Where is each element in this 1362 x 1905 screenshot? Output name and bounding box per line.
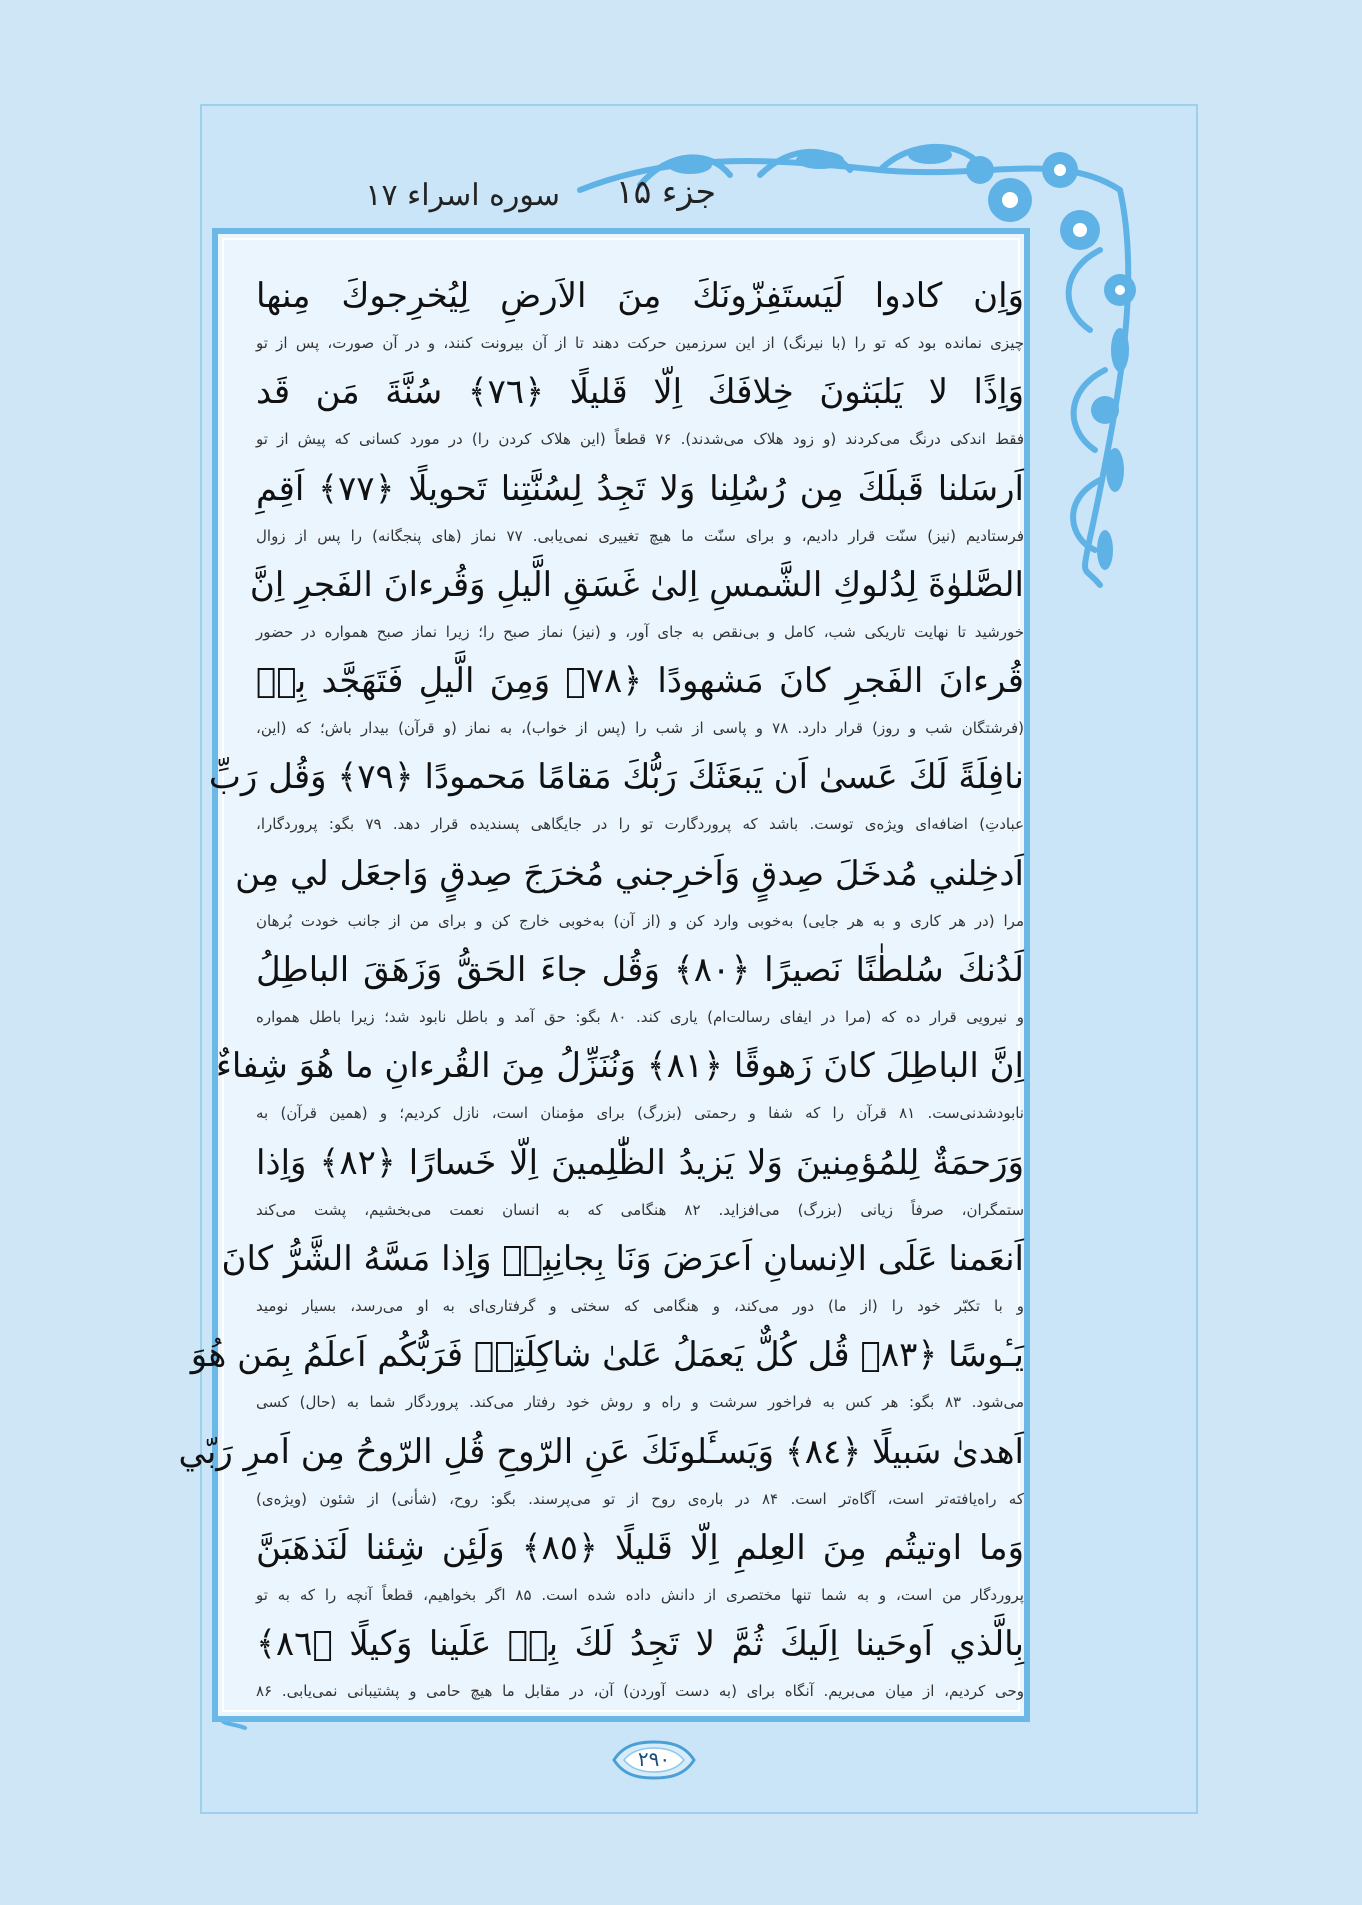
verse-text-block xyxy=(178,262,1030,1707)
arabic-line: اَهدىٰ سَبيلًا ﴿٨٤﴾ وَيَسـَٔلونَكَ عَنِ الرّوحِ قُلِ الرّوحُ مِن اَمرِ رَبّي xyxy=(178,1431,1024,1472)
translation-line: و با تکبّر خود را (از ما) دور می‌کند، و هنگامی که سختی و گرفتاری‌ای به او می‌رسد، بسیار نومید xyxy=(256,1296,1024,1315)
translation-line: مرا (در هر کاری و به هر جایی) به‌خوبی وارد کن و (از آن) به‌خوبی خارج کن و برای من از جانب خودت بُرهان xyxy=(256,911,1024,930)
verse-line xyxy=(256,358,1024,454)
arabic-line: لَدُنكَ سُلطٰنًا نَصيرًا ﴿٨٠﴾ وَقُل جاءَ الحَقُّ وَزَهَقَ الباطِلُ xyxy=(256,950,1024,991)
translation-line: عبادتِ) اضافه‌ای ویژه‌ی توست. باشد که پروردگارت تو را در جایگاهی پسندیده قرار دهد. ۷۹ بگو: پروردگارا، xyxy=(256,815,1024,834)
translation-line: فقط اندکی درنگ می‌کردند (و زود هلاک می‌شدند). ۷۶ قطعاً (این هلاک کردن را) در مورد کسانی که پیش از تو xyxy=(256,430,1024,449)
verse-line xyxy=(249,551,1024,647)
verse-line xyxy=(256,1610,1024,1706)
translation-line: نابودشدنی‌ست. ۸۱ قرآن را که شفا و رحمتی (بزرگ) برای مؤمنان است، نازل کردیم؛ و (همین قرآن) به xyxy=(256,1104,1024,1123)
arabic-line: بِالَّذي اَوحَينا اِلَيكَ ثُمَّ لا تَجِدُ لَكَ بِهٖ عَلَينا وَكيلًا ﴿٨٦﴾ xyxy=(256,1624,1024,1665)
verse-line xyxy=(256,262,1024,358)
arabic-line: اَنعَمنا عَلَى الاِنسانِ اَعرَضَ وَنَا بِجانِبِهٖ وَاِذا مَسَّهُ الشَّرُّ كانَ xyxy=(221,1238,1024,1279)
translation-line: فرستادیم (نیز) سنّت قرار دادیم، و برای سنّت ما هیچ تغییری نمی‌یابی. ۷۷ نماز (های پنجگانه) را پس از زوال xyxy=(256,526,1025,545)
arabic-line: الصَّلوٰةَ لِدُلوكِ الشَّمسِ اِلىٰ غَسَقِ الَّيلِ وَقُرءانَ الفَجرِ اِنَّ xyxy=(249,564,1024,605)
verse-line xyxy=(208,743,1024,839)
translation-line: و نیرویی قرار ده که (مرا در ایفای رسالت‌ام) یاری کند. ۸۰ بگو: حق آمد و باطل نابود شد؛ زیرا باطل همواره xyxy=(256,1008,1024,1027)
translation-line: ستمگران، صرفاً زیانی (بزرگ) می‌افزاید. ۸۲ هنگامی که به انسان نعمت می‌بخشیم، پشت می‌کند xyxy=(256,1200,1025,1219)
page-header xyxy=(0,172,1362,220)
verse-line xyxy=(190,1321,1024,1417)
translation-line: وحی کردیم، از میان می‌بریم. آنگاه برای (به دست آوردن) آن، در مقابل ما هیچ حامی و پشتیبانی نمی‌یابی. ۸۶ xyxy=(256,1682,1024,1701)
verse-line xyxy=(256,936,1024,1032)
verse-line xyxy=(256,455,1024,551)
verse-line xyxy=(256,1129,1024,1225)
surah-label: سوره اسراء ۱۷ xyxy=(365,178,560,213)
translation-line: خورشید تا نهایت تاریکی شب، کامل و بی‌نقص به جای آور، و (نیز) نماز صبح را؛ زیرا نماز صبح همواره در حضور xyxy=(256,622,1024,641)
verse-line xyxy=(221,1225,1024,1321)
arabic-line: اَرسَلنا قَبلَكَ مِن رُسُلِنا وَلا تَجِدُ لِسُنَّتِنا تَحويلًا ﴿٧٧﴾ اَقِمِ xyxy=(256,468,1024,509)
arabic-line: يَـٔوسًا ﴿٨٣﴾ قُل كُلٌّ يَعمَلُ عَلىٰ شاكِلَتِهٖ فَرَبُّكُم اَعلَمُ بِمَن هُوَ xyxy=(190,1335,1024,1376)
verse-line xyxy=(215,1032,1024,1128)
arabic-line: قُرءانَ الفَجرِ كانَ مَشهودًا ﴿٧٨﴾ وَمِنَ الَّيلِ فَتَهَجَّد بِهٖ xyxy=(256,661,1024,702)
translation-line: پروردگار من است، و به شما تنها مختصری از دانش داده شده است. ۸۵ اگر بخواهیم، قطعاً آنچه را که به تو xyxy=(256,1585,1024,1604)
translation-line: (فرشتگان شب و روز) قرار دارد. ۷۸ و پاسی از شب را (پس از خواب)، به نماز (و قرآن) بیدار باش؛ که (این، xyxy=(256,719,1024,738)
verse-line xyxy=(178,1418,1024,1514)
arabic-line: وَما اوتيتُم مِنَ العِلمِ اِلّا قَليلًا ﴿٨٥﴾ وَلَئِن شِئنا لَنَذهَبَنَّ xyxy=(256,1527,1024,1568)
arabic-line: وَرَحمَةٌ لِلمُؤمِنينَ وَلا يَزيدُ الظّٰلِمينَ اِلّا خَسارًا ﴿٨٢﴾ وَاِذا xyxy=(256,1142,1024,1183)
translation-line: که راه‌یافته‌تر است، آگاه‌تر است. ۸۴ در باره‌ی روح از تو می‌پرسند. بگو: روح، (شأنی) از شئون (ویژه‌ی) xyxy=(256,1489,1024,1508)
verse-line xyxy=(256,647,1024,743)
translation-line: می‌شود. ۸۳ بگو: هر کس به فراخور سرشت و راه و روش خود رفتار می‌کند. پروردگار شما به (حال) کسی xyxy=(256,1393,1024,1412)
verse-line xyxy=(256,1514,1024,1610)
arabic-line: اَدخِلني مُدخَلَ صِدقٍ وَاَخرِجني مُخرَجَ صِدقٍ وَاجعَل لي مِن xyxy=(235,853,1024,894)
arabic-line: نافِلَةً لَكَ عَسىٰ اَن يَبعَثَكَ رَبُّكَ مَقامًا مَحمودًا ﴿٧٩﴾ وَقُل رَبِّ xyxy=(208,757,1024,798)
translation-line: چیزی نمانده بود که تو را (با نیرنگ) از این سرزمین حرکت دهند تا از آن بیرونت کنند، و در آن صورت، پس از تو xyxy=(256,334,1024,352)
juz-label: جزء ۱۵ xyxy=(615,172,716,211)
page-number: ۲۹۰ xyxy=(637,1747,671,1771)
arabic-line: اِنَّ الباطِلَ كانَ زَهوقًا ﴿٨١﴾ وَنُنَزِّلُ مِنَ القُرءانِ ما هُوَ شِفاءٌ xyxy=(215,1046,1024,1087)
verse-line xyxy=(235,840,1024,936)
arabic-line: وَاِذًا لا يَلبَثونَ خِلافَكَ اِلّا قَليلًا ﴿٧٦﴾ سُنَّةَ مَن قَد xyxy=(256,372,1024,413)
arabic-line: وَاِن كادوا لَيَستَفِزّونَكَ مِنَ الاَرضِ لِيُخرِجوكَ مِنها xyxy=(256,276,1024,316)
